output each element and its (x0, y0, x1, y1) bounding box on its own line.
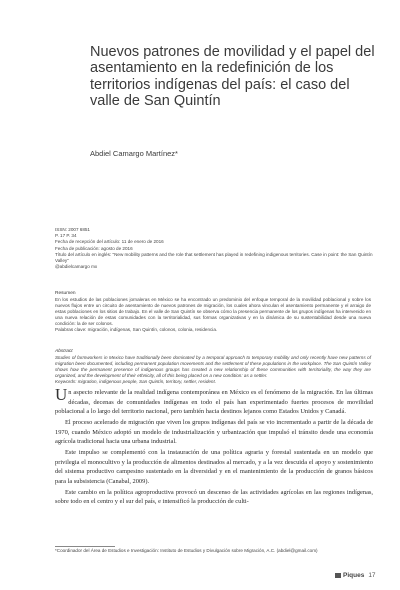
contact: @abdielcamargo mx (55, 264, 98, 270)
footnote-divider (55, 546, 115, 547)
page-footer (335, 572, 376, 579)
published-date: Fecha de publicación: agosto de 2016 (55, 245, 133, 251)
resumen-text: En los estudios de las poblaciones jornaleras en México se ha encontrado un predominio del enfoque temporal de la movilidad poblacional y sobre los nuevos flujos entre un circuito de asentamiento de nuevos patrones de migración, los cuales ahora vinculan el asentamiento permanente y el arraigo de estas poblaciones en los sitios de trabajo. En el valle de San Quintín se observa cómo la presencia permanente de los grupos indígenas ha intervenido en una nueva relación de estas comunidades con la territorialidad, sus formas organizativas y en la dinámica de su sustentabilidad desde una nueva condición: la de ser colonos. (55, 297, 371, 326)
abstract-section (55, 349, 371, 385)
article-metadata (55, 227, 375, 270)
body-paragraph: Este cambio en la política agroproductiva provocó un descenso de las actividades agrícolas en las regiones indígenas, sobre todo en el centro y el sur del país, e intensificó la producción de culti- (55, 488, 373, 506)
resumen-heading: Resumen (55, 291, 76, 296)
footnote: *Coordinador del Área de Estudios e Investigación: Instituto de Estudios y Divulgación sobre Migración, A.C. (abdiel@gmail.com) (55, 548, 318, 553)
article-title: Nuevos patrones de movilidad y el papel del asentamiento en la redefinición de los territorios indígenas del país: el caso del valle de San Quintín (90, 44, 375, 110)
body-paragraph: El proceso acelerado de migración que viven los grupos indígenas del país se vio incrementado a partir de la década de 1970, cuando México adoptó un modelo de industrialización y urbanización que impulsó el tránsito desde una economía agrícola tradicional hacia una urbana industrial. (55, 418, 373, 446)
body-paragraph: Este impulso se complementó con la instauración de una política agraria y forestal sustentada en un modelo que privilegia el monocultivo y la producción de alimentos destinados al mercado, y a la vez descuida el apoyo y sostenimiento del sistema productivo campesino sustentado en la diversidad y en el mantenimiento de la producción de granos básicos para la subsistencia (Canabal, 2009). (55, 448, 373, 485)
received-date: Fecha de recepción del artículo: 11 de enero de 2016 (55, 239, 164, 245)
article-body (55, 385, 373, 508)
resumen-keywords: Palabras clave: migración, indígenas, San Quintín, colonos, colonia, residencia. (55, 326, 218, 332)
abstract-keywords: Keywords: migration, indigenous people, San Quintín, territory, settler, resident. (55, 378, 217, 384)
abstract-heading: Abstract (55, 349, 73, 354)
journal-logo-icon (335, 573, 341, 578)
page-number: 17 (368, 572, 376, 579)
body-paragraph: Un aspecto relevante de la realidad indígena contemporánea en México es el fenómeno de la migración. En las últimas décadas, decenas de comunidades indígenas en todo el país han experimentado fuertes procesos de movilidad poblacional a lo largo del territorio nacional, pero también hacia destinos lejanos como Estados Unidos y Canadá. (55, 385, 373, 416)
issn: ISSN: 2007 6851 (55, 227, 90, 232)
abstract-text: Studies of farmworkers in Mexico have traditionally been dominated by a temporal approach to temporary mobility and only recently have new patterns of migration been documented, including permanent population movements and the settlement of these populations in the workplace. The San Quintín Valley shows how the permanent presence of indigenous groups has created a new relationship of these communities with territoriality, the way they are organized, and the development of their ethnicity, all of this being placed on a new condition: as a settler. (55, 355, 371, 378)
page-range: P. 17 P. 34 (55, 233, 77, 239)
resumen-section (55, 291, 371, 333)
journal-brand: Piques (343, 572, 365, 579)
english-title: Título del artículo en inglés: "New mobility patterns and the role that settlement has played in redefining indigenous territories. Case in point: the San Quintín Valley" (55, 251, 373, 264)
drop-cap: U (55, 385, 68, 404)
article-author: Abdiel Camargo Martínez* (90, 149, 178, 158)
